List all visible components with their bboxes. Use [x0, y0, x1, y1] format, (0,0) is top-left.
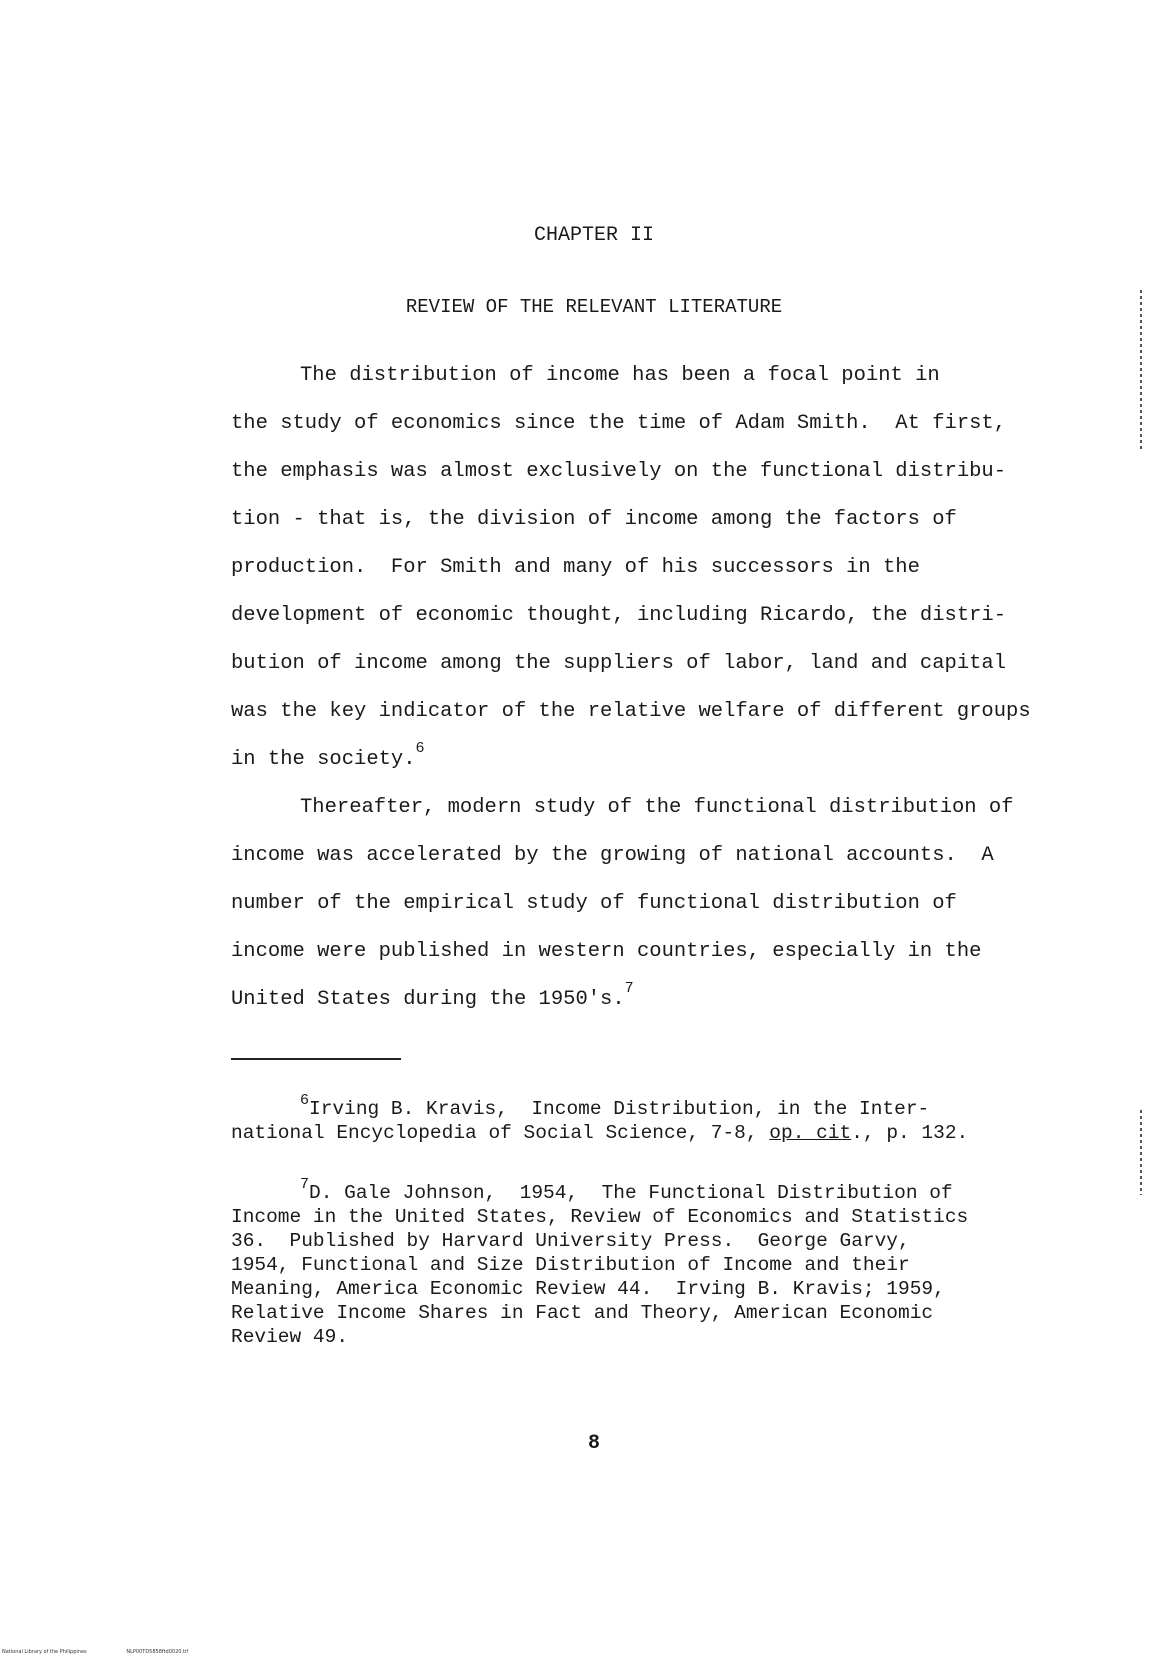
footnote-7-mark: 7	[300, 1176, 310, 1193]
paragraph-1-line-2: the study of economics since the time of Adam Smith. At first,	[231, 412, 1007, 435]
footnote-7-line-2: Income in the United States, Review of Economics and Statistics	[231, 1206, 969, 1228]
paragraph-1-line-3: the emphasis was almost exclusively on the functional distribu-	[231, 460, 1007, 483]
footnote-6-line-2-start: national Encyclopedia of Social Science, 7-8,	[231, 1122, 770, 1144]
chapter-title: REVIEW OF THE RELEVANT LITERATURE	[405, 296, 783, 318]
paragraph-2-line-2: income was accelerated by the growing of national accounts. A	[231, 844, 994, 867]
footnote-6-op-cit: op. cit	[769, 1122, 852, 1144]
footnote-7-line-6: Relative Income Shares in Fact and Theory, American Economic	[231, 1302, 934, 1324]
footnote-6-line-2	[231, 1124, 968, 1144]
scan-footer	[2, 1649, 188, 1655]
footnote-ref-7: 7	[624, 980, 634, 997]
paragraph-1-line-5: production. For Smith and many of his successors in the	[231, 556, 920, 579]
footnote-separator	[231, 1058, 401, 1060]
footnote-6-line-1	[300, 1092, 930, 1120]
paragraph-2-line-4: income were published in western countries, especially in the	[231, 940, 982, 963]
footnote-7-line-1	[300, 1176, 953, 1204]
footnote-7-line-7: Review 49.	[231, 1326, 349, 1348]
paragraph-1-line-1: The distribution of income has been a focal point in	[300, 364, 940, 387]
paragraph-1-line-9-text: in the society.	[231, 748, 416, 771]
paragraph-1-line-8: was the key indicator of the relative welfare of different groups	[231, 700, 1031, 723]
chapter-heading: CHAPTER II	[533, 224, 655, 247]
footnote-ref-6: 6	[415, 740, 425, 757]
paragraph-1-line-6: development of economic thought, including Ricardo, the distri-	[231, 604, 1007, 627]
scan-footer-library: National Library of the Philippines	[2, 1649, 87, 1655]
scan-edge-mark-top	[1140, 290, 1142, 450]
footnote-7-line-1-text: D. Gale Johnson, 1954, The Functional Distribution of	[309, 1182, 953, 1204]
scan-edge-mark-bottom	[1140, 1110, 1142, 1195]
paragraph-1-line-4: tion - that is, the division of income among the factors of	[231, 508, 957, 531]
page-number: 8	[587, 1432, 600, 1455]
scan-footer-file: NLP00TD5858ftd0020.tif	[126, 1649, 189, 1655]
footnote-7-line-4: 1954, Functional and Size Distribution of Income and their	[231, 1254, 910, 1276]
paragraph-2-line-5-text: United States during the 1950's.	[231, 988, 625, 1011]
footnote-7-line-3: 36. Published by Harvard University Press. George Garvy,	[231, 1230, 910, 1252]
footnote-6-line-2-end: ., p. 132.	[851, 1122, 969, 1144]
paragraph-1-line-9	[231, 740, 425, 771]
paragraph-2-line-1: Thereafter, modern study of the functional distribution of	[300, 796, 1014, 819]
paragraph-2-line-5	[231, 980, 634, 1011]
paragraph-1-line-7: bution of income among the suppliers of labor, land and capital	[231, 652, 1007, 675]
paragraph-2-line-3: number of the empirical study of functional distribution of	[231, 892, 957, 915]
footnote-6-mark: 6	[300, 1092, 310, 1109]
footnote-6-line-1-text: Irving B. Kravis, Income Distribution, in the Inter-	[309, 1098, 930, 1120]
footnote-7-line-5: Meaning, America Economic Review 44. Irving B. Kravis; 1959,	[231, 1278, 945, 1300]
